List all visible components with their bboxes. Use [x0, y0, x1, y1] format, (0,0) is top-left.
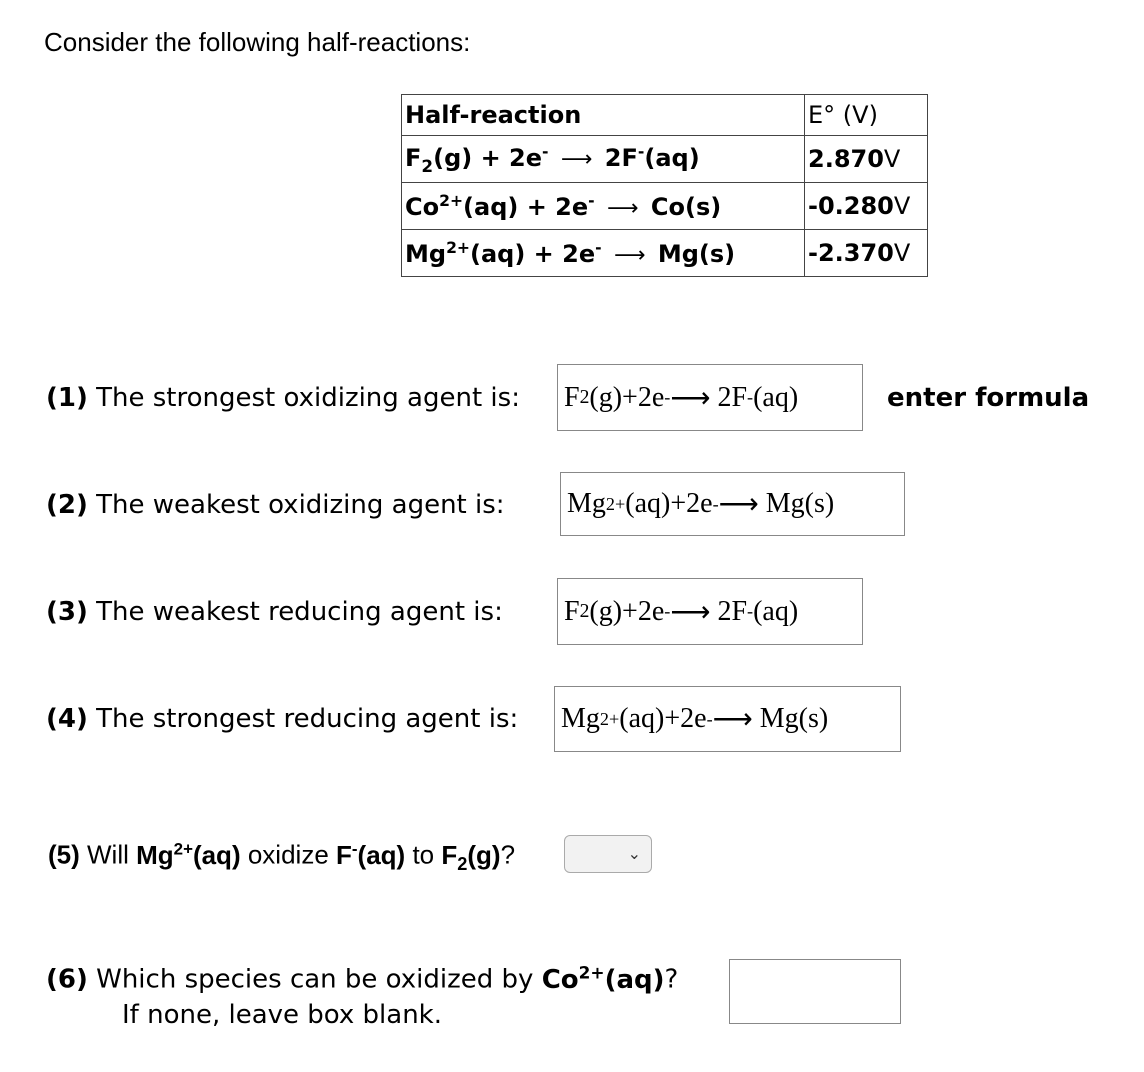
- question-6-note: If none, leave box blank.: [122, 1000, 442, 1030]
- question-1-label: (1) The strongest oxidizing agent is:: [46, 383, 520, 413]
- half-reaction-table: [401, 94, 928, 277]
- oxidize-select[interactable]: [564, 835, 652, 873]
- reaction-cell: $Co^{2+}(aq) + 2e^-$ ⟶ Co(s): [402, 183, 805, 230]
- reaction-cell: $F_2(g) + 2e^-$ ⟶ 2F-(aq): [402, 136, 805, 183]
- table-row: [402, 230, 928, 277]
- answer-input-6[interactable]: [729, 959, 901, 1024]
- header-half-reaction: Half-reaction: [402, 95, 805, 136]
- potential-cell: -0.280V: [805, 183, 928, 230]
- answer-input-4[interactable]: Mg 2+ (aq)+2e - ⟶ Mg(s): [554, 686, 901, 752]
- table-row: [402, 136, 928, 183]
- question-6-label: (6) Which species can be oxidized by $Co^{2+}(aq)$?: [46, 962, 679, 995]
- question-4-label: (4) The strongest reducing agent is:: [46, 704, 519, 734]
- arrow-icon: ⟶: [560, 146, 593, 172]
- reaction-cell: $Mg^{2+}(aq) + 2e^-$ ⟶ Mg(s): [402, 230, 805, 277]
- question-5-label: (5) Will $Mg^{2+}(aq)$ oxidize F-(aq) to $F_2(g)$?: [48, 839, 516, 874]
- enter-formula-hint: enter formula: [887, 383, 1090, 413]
- arrow-icon: ⟶: [613, 242, 646, 268]
- question-3-label: (3) The weakest reducing agent is:: [46, 597, 503, 627]
- table-row: [402, 183, 928, 230]
- header-potential: E° (V): [805, 95, 928, 136]
- answer-input-3[interactable]: F 2 (g)+2e - ⟶ 2F - (aq): [557, 578, 863, 645]
- potential-cell: 2.870V: [805, 136, 928, 183]
- question-2-label: (2) The weakest oxidizing agent is:: [46, 490, 505, 520]
- arrow-icon: ⟶: [606, 195, 639, 221]
- answer-input-1[interactable]: F 2 (g)+2e - ⟶ 2F - (aq): [557, 364, 863, 431]
- table-header-row: [402, 95, 928, 136]
- potential-cell: -2.370V: [805, 230, 928, 277]
- chevron-down-icon: ⌄: [627, 844, 641, 863]
- intro-text: Consider the following half-reactions:: [44, 27, 471, 57]
- answer-input-2[interactable]: Mg 2+ (aq)+2e - ⟶ Mg(s): [560, 472, 905, 536]
